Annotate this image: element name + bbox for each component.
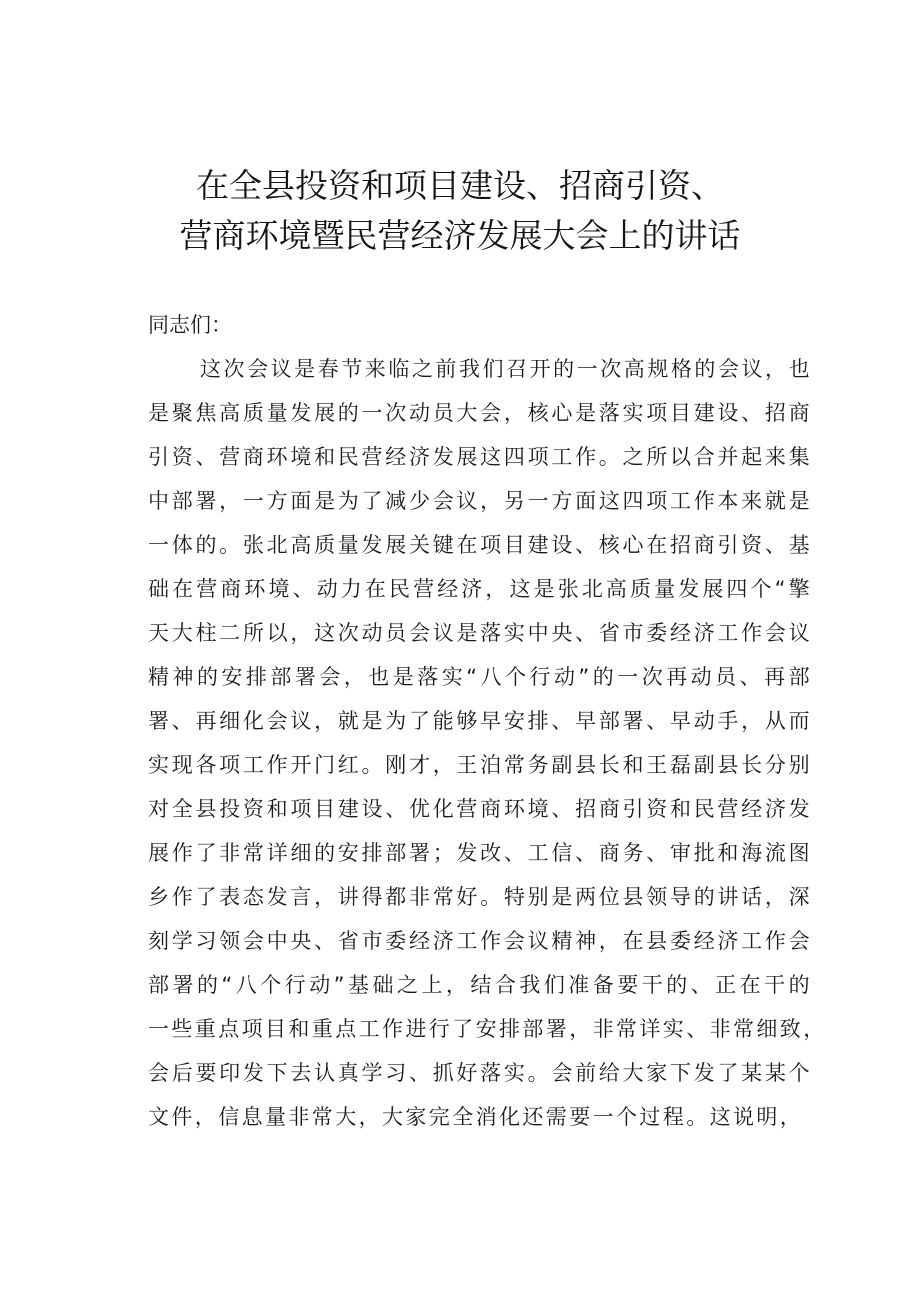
body-line: 乡作了表态发言，讲得都非常好。特别是两位县领导的讲话，深 — [148, 885, 812, 909]
body-line: 实现各项工作开门红。刚才，王泊常务副县长和王磊副县长分别 — [148, 753, 812, 777]
body-line: 础在营商环境、动力在民营经济，这是张北高质量发展四个“擎 — [148, 577, 812, 601]
body-line: 中部署，一方面是为了减少会议，另一方面这四项工作本来就是 — [148, 489, 812, 513]
body-line: 引资、营商环境和民营经济发展这四项工作。之所以合并起来集 — [148, 445, 812, 469]
body-line: 刻学习领会中央、省市委经济工作会议精神，在县委经济工作会 — [148, 929, 812, 953]
body-line: 是聚焦高质量发展的一次动员大会，核心是落实项目建设、招商 — [148, 401, 812, 425]
document-title-line-2: 营商环境暨民营经济发展大会上的讲话 — [179, 216, 741, 255]
document-title-line-1: 在全县投资和项目建设、招商引资、 — [196, 166, 724, 205]
body-line: 文件，信息量非常大，大家完全消化还需要一个过程。这说明， — [148, 1105, 804, 1129]
body-line: 精神的安排部署会，也是落实“八个行动”的一次再动员、再部 — [148, 665, 812, 689]
body-line: 展作了非常详细的安排部署；发改、工信、商务、审批和海流图 — [148, 841, 812, 865]
body-line: 一些重点项目和重点工作进行了安排部署，非常详实、非常细致， — [148, 1017, 827, 1041]
body-line: 天大柱二所以，这次动员会议是落实中央、省市委经济工作会议 — [148, 621, 812, 645]
body-line: 这次会议是春节来临之前我们召开的一次高规格的会议，也 — [200, 357, 812, 381]
body-line: 对全县投资和项目建设、优化营商环境、招商引资和民营经济发 — [148, 797, 812, 821]
body-line: 部署的“八个行动”基础之上，结合我们准备要干的、正在干的 — [148, 973, 812, 997]
body-line: 署、再细化会议，就是为了能够早安排、早部署、早动手，从而 — [148, 709, 812, 733]
salutation: 同志们： — [148, 313, 232, 337]
body-line: 一体的。张北高质量发展关键在项目建设、核心在招商引资、基 — [148, 533, 812, 557]
body-line: 会后要印发下去认真学习、抓好落实。会前给大家下发了某某个 — [148, 1061, 812, 1085]
